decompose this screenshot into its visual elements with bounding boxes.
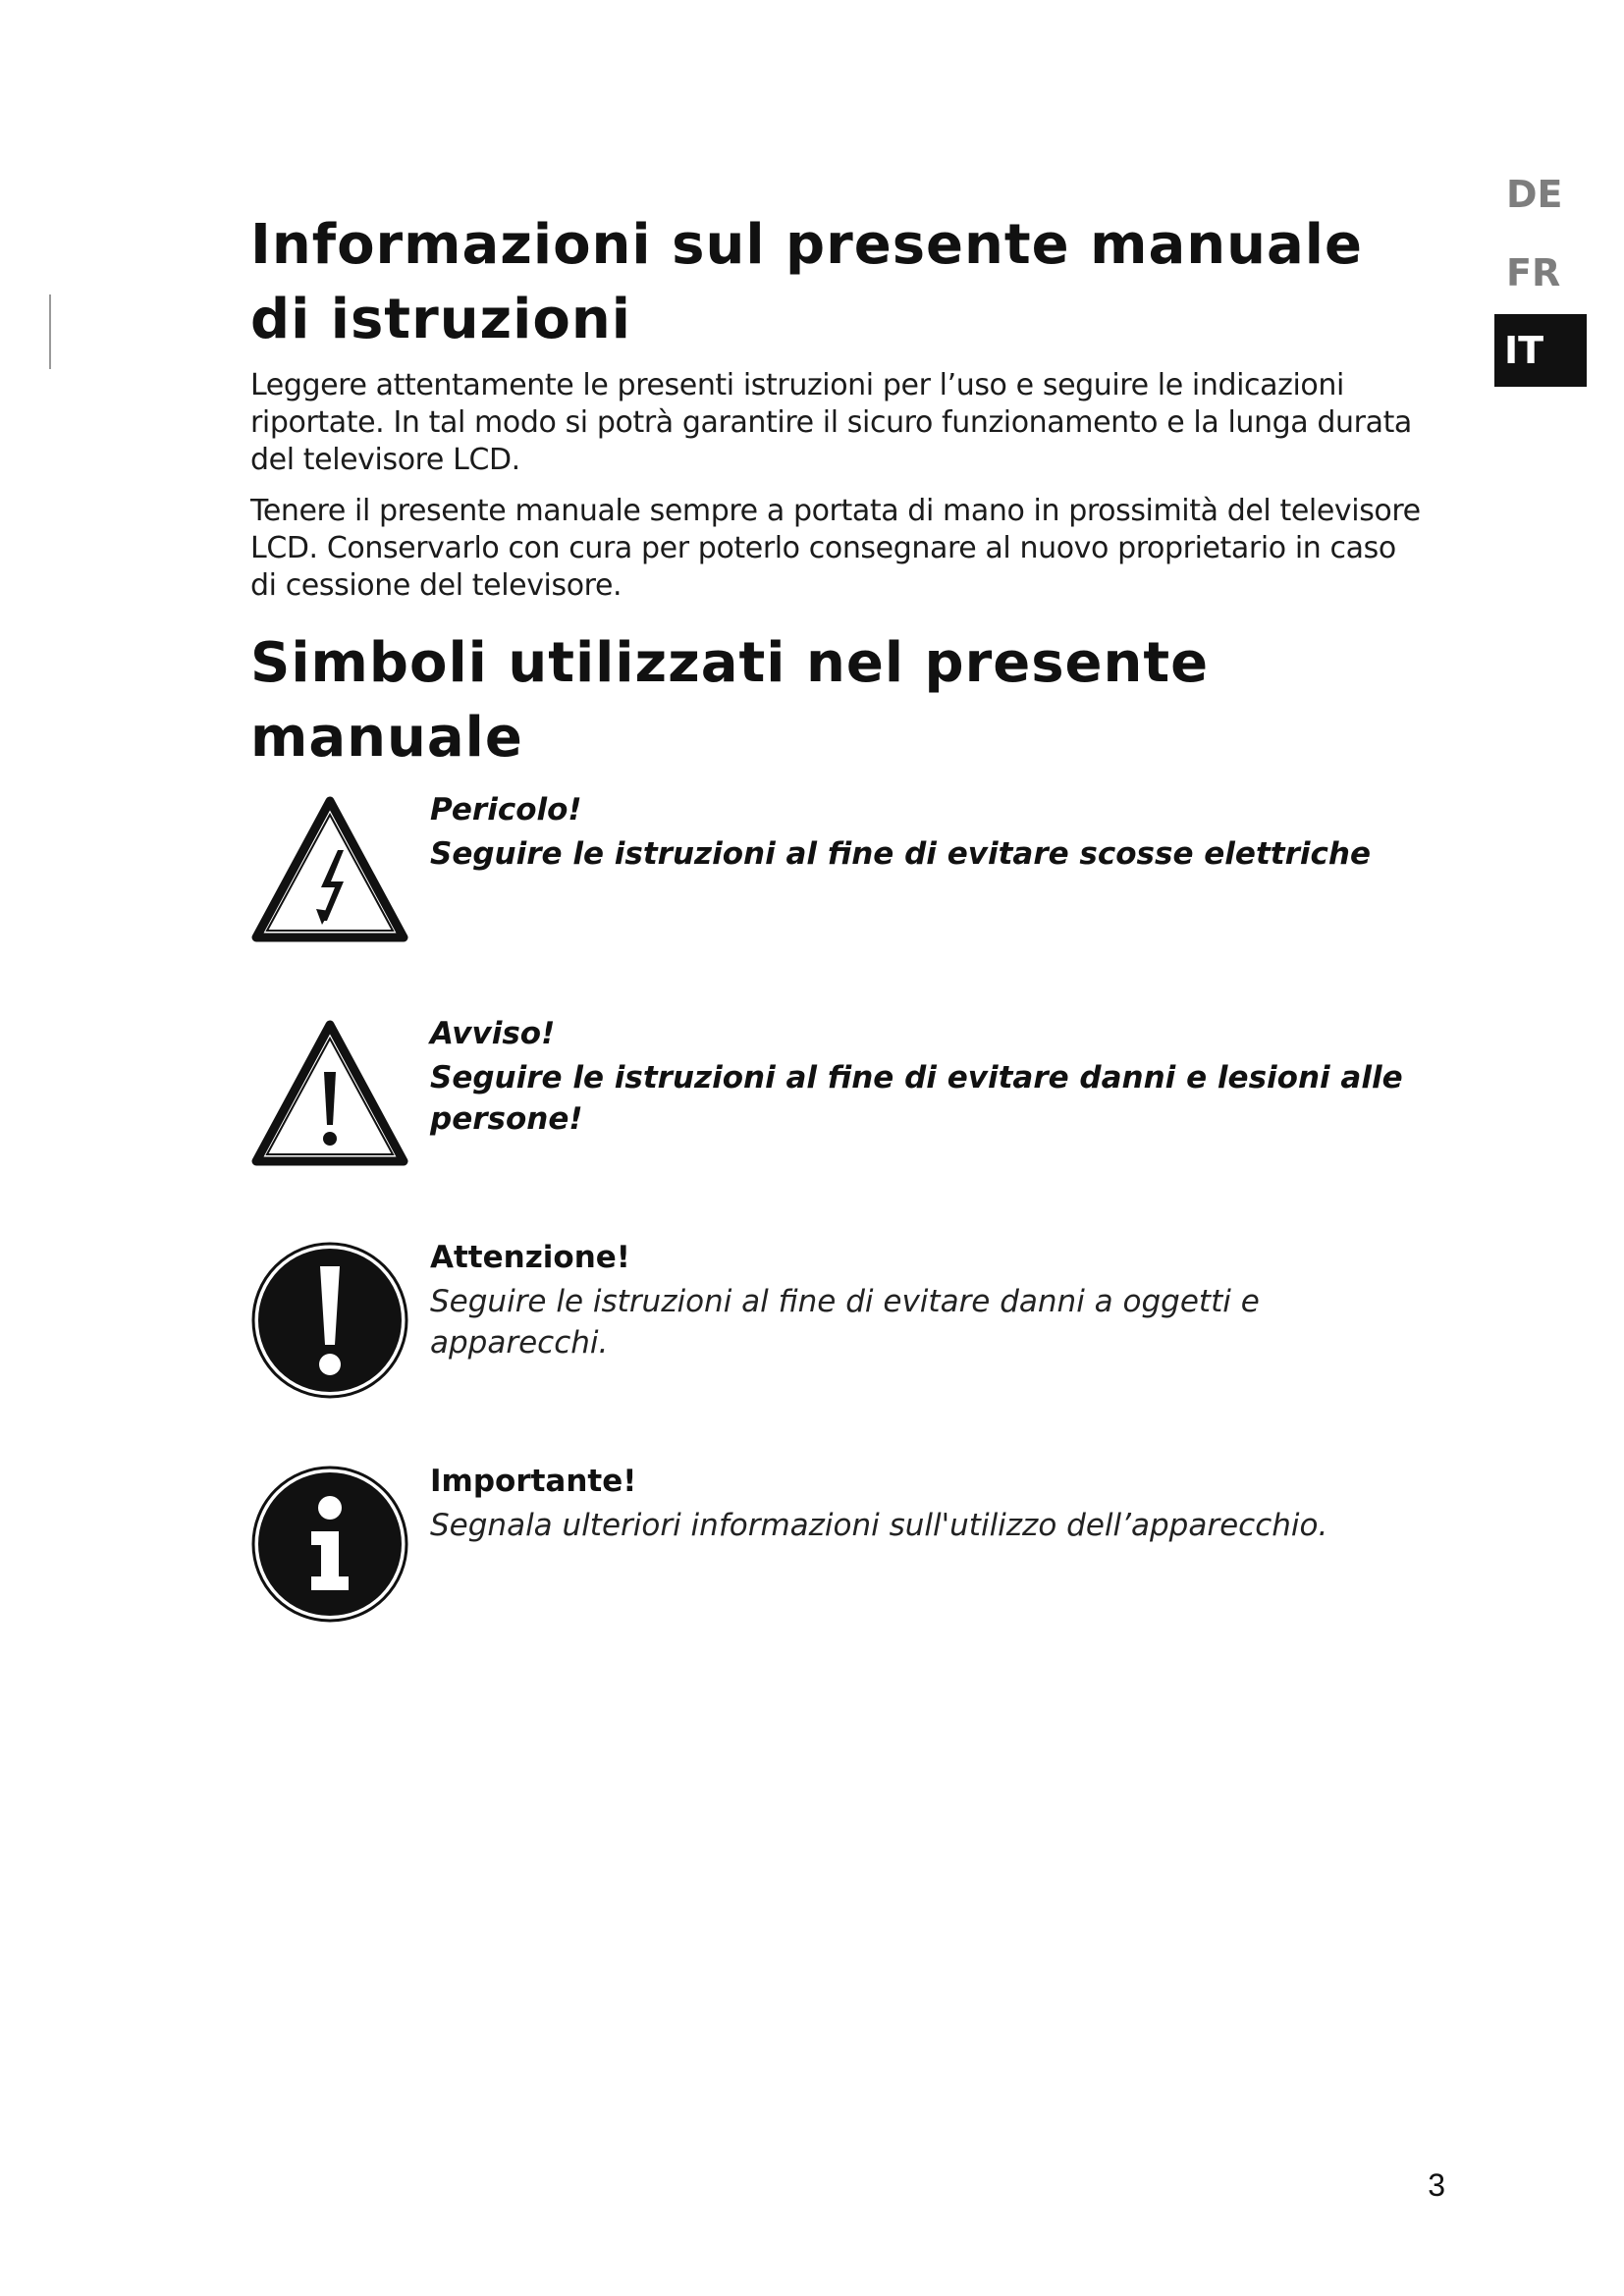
section-title-manual-info: Informazioni sul presente manuale di istruzioni	[250, 213, 1363, 351]
symbol-description-important: Segnala ulteriori informazioni sull'utilizzo dell’apparecchio.	[430, 1508, 1328, 1543]
symbol-description-caution: Seguire le istruzioni al fine di evitare danni a oggetti e apparecchi.	[430, 1284, 1260, 1361]
paragraph-read-instructions: Leggere attentamente le presenti istruzioni per l’uso e seguire le indicazioni riportate. In tal modo si potrà garantire il sicuro funzionamento e la lunga durata del televisore LCD.	[250, 368, 1412, 477]
general-warning-icon	[250, 1017, 409, 1176]
margin-mark	[49, 294, 51, 369]
language-tabs	[1494, 165, 1587, 406]
language-tab-it[interactable]: IT	[1494, 314, 1587, 387]
symbol-title-warning: Avviso!	[430, 1016, 556, 1051]
info-circle-icon	[250, 1465, 409, 1624]
symbol-text-warning	[430, 1013, 1422, 1140]
symbol-title-important: Importante!	[430, 1464, 637, 1499]
symbol-description-danger: Seguire le istruzioni al fine di evitare scosse elettriche	[430, 836, 1371, 872]
symbol-text-danger	[430, 789, 1422, 875]
symbol-description-warning: Seguire le istruzioni al fine di evitare danni e lesioni alle persone!	[430, 1060, 1403, 1137]
electric-shock-warning-icon	[250, 793, 409, 952]
page-number: 3	[1428, 2167, 1445, 2203]
symbol-title-caution: Attenzione!	[430, 1240, 630, 1275]
page-content	[250, 208, 1427, 1628]
symbol-row-danger	[250, 789, 1427, 956]
paragraph-keep-manual: Tenere il presente manuale sempre a portata di mano in prossimità del televisore LCD. Conservarlo con cura per poterlo consegnare al nuovo proprietario in caso di cessione del televisore.	[250, 494, 1421, 603]
language-tab-de[interactable]: DE	[1506, 173, 1563, 216]
symbol-row-caution	[250, 1237, 1427, 1404]
symbol-row-warning	[250, 1013, 1427, 1180]
symbol-title-danger: Pericolo!	[430, 792, 582, 828]
symbol-row-important	[250, 1461, 1427, 1628]
language-tab-fr[interactable]: FR	[1506, 251, 1561, 294]
symbol-text-important	[430, 1461, 1422, 1546]
symbol-text-caution	[430, 1237, 1422, 1363]
exclamation-circle-icon	[250, 1241, 409, 1400]
section-title-symbols: Simboli utilizzati nel presente manuale	[250, 631, 1210, 770]
